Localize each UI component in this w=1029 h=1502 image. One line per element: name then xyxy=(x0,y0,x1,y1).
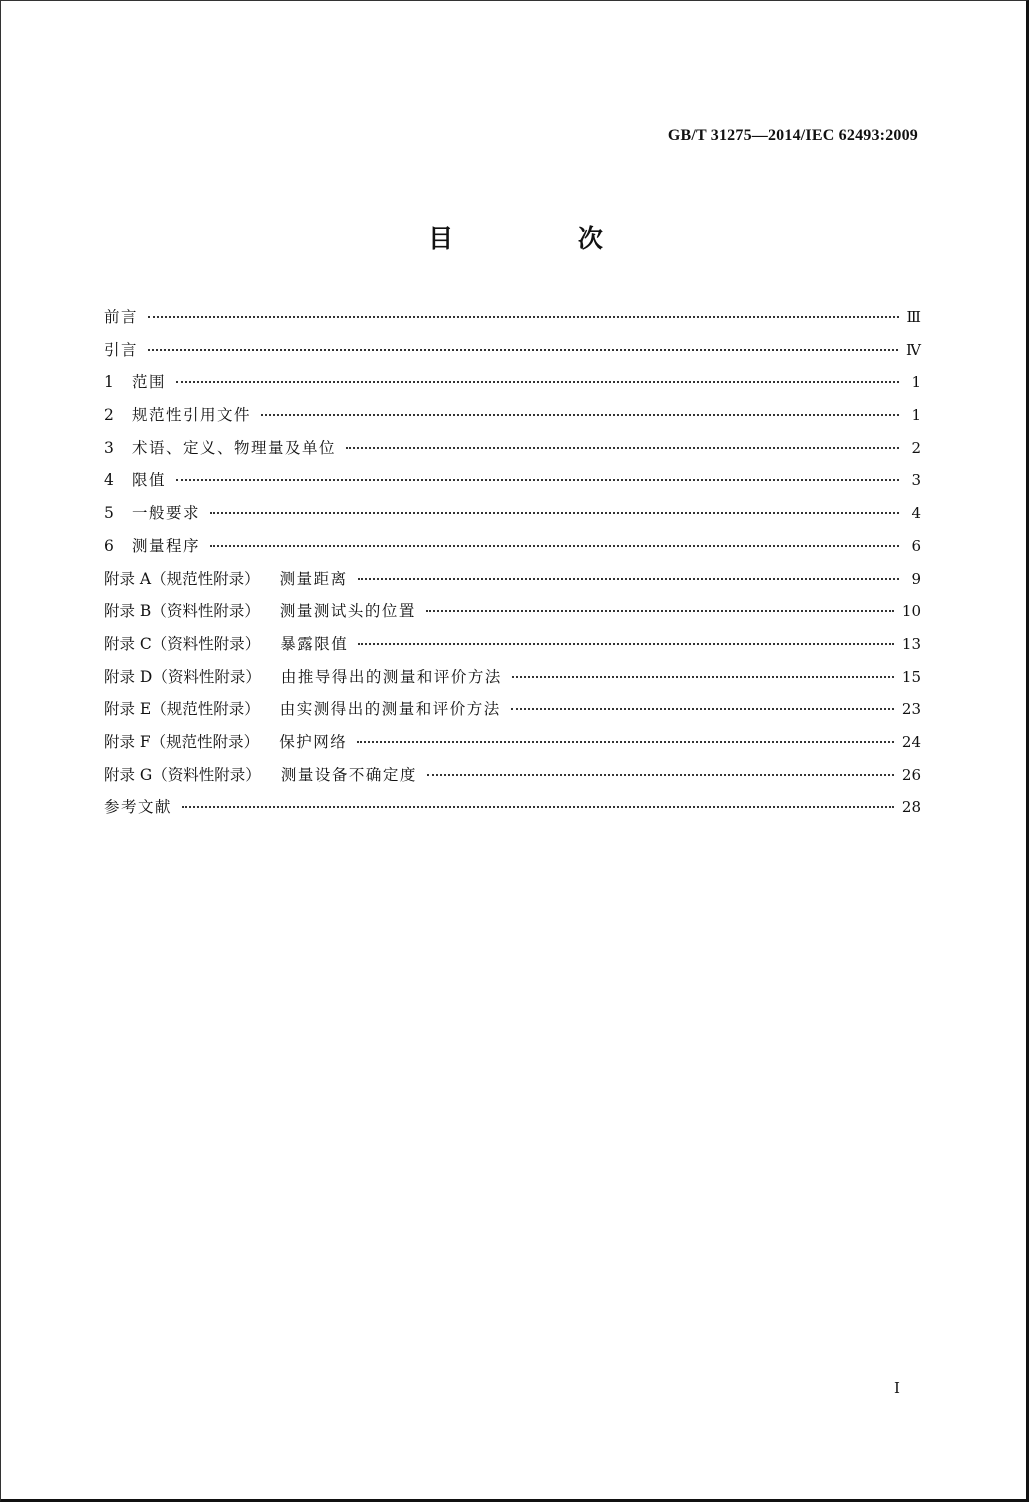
toc-entry-page: 9 xyxy=(911,569,921,588)
page-title: 目 次 xyxy=(428,224,661,253)
toc-entry-label: 引言 xyxy=(104,340,139,359)
table-of-contents xyxy=(104,305,921,828)
toc-entry-annex-c[interactable] xyxy=(104,632,921,665)
toc-entry-label: 由实测得出的测量和评价方法 xyxy=(279,700,501,719)
toc-entry-label: 一般要求 xyxy=(132,504,201,523)
toc-leader-dots xyxy=(512,676,894,678)
toc-annex-designation: 附录 E（规范性附录） xyxy=(104,700,260,719)
toc-entry-section-3[interactable] xyxy=(104,436,921,469)
toc-leader-dots xyxy=(210,512,899,514)
toc-entry-label: 术语、定义、物理量及单位 xyxy=(132,438,337,457)
toc-entry-page: 6 xyxy=(911,536,921,555)
toc-entry-label: 测量距离 xyxy=(279,569,348,588)
page-number: I xyxy=(894,1379,900,1397)
toc-entry-annex-d[interactable] xyxy=(104,665,921,698)
toc-entry-page: 23 xyxy=(901,700,921,719)
toc-entry-page: 2 xyxy=(911,438,921,457)
toc-entry-page: 1 xyxy=(911,406,921,425)
toc-leader-dots xyxy=(357,741,894,743)
toc-entry-annex-e[interactable] xyxy=(104,697,921,730)
toc-entry-section-4[interactable] xyxy=(104,468,921,501)
toc-entry-label: 测量设备不确定度 xyxy=(280,765,417,784)
toc-entry-annex-a[interactable] xyxy=(104,567,921,600)
toc-entry-number: 2 xyxy=(104,406,114,425)
toc-entry-annex-b[interactable] xyxy=(104,599,921,632)
toc-annex-designation: 附录 G（资料性附录） xyxy=(104,765,261,784)
toc-leader-dots xyxy=(176,381,899,383)
toc-entry-label: 暴露限值 xyxy=(280,634,349,653)
toc-entry-page: 15 xyxy=(901,667,921,686)
toc-leader-dots xyxy=(176,479,899,481)
toc-entry-number: 3 xyxy=(104,438,114,457)
toc-entry-label: 测量测试头的位置 xyxy=(279,602,416,621)
toc-leader-dots xyxy=(427,774,894,776)
toc-annex-designation: 附录 A（规范性附录） xyxy=(104,569,260,588)
toc-entry-annex-f[interactable] xyxy=(104,730,921,763)
toc-entry-page: 24 xyxy=(901,732,921,751)
toc-leader-dots xyxy=(210,545,899,547)
toc-entry-section-5[interactable] xyxy=(104,501,921,534)
toc-leader-dots xyxy=(511,708,894,710)
standard-code: GB/T 31275—2014/IEC 62493:2009 xyxy=(667,127,918,144)
toc-entry-label: 测量程序 xyxy=(132,536,201,555)
toc-entry-page: 3 xyxy=(911,471,921,490)
toc-annex-designation: 附录 C（资料性附录） xyxy=(104,634,261,653)
toc-entry-foreword[interactable] xyxy=(104,305,921,338)
toc-annex-designation: 附录 F（规范性附录） xyxy=(104,732,260,751)
toc-entry-label: 由推导得出的测量和评价方法 xyxy=(280,667,502,686)
toc-entry-page: 4 xyxy=(911,504,921,523)
toc-entry-section-2[interactable] xyxy=(104,403,921,436)
toc-entry-page: 10 xyxy=(901,602,921,621)
toc-entry-section-1[interactable] xyxy=(104,370,921,403)
toc-leader-dots xyxy=(358,578,899,580)
toc-entry-page: 1 xyxy=(911,373,921,392)
toc-entry-label: 规范性引用文件 xyxy=(132,406,252,425)
toc-entry-page: 26 xyxy=(901,765,921,784)
toc-entry-number: 1 xyxy=(104,373,114,392)
toc-entry-section-6[interactable] xyxy=(104,534,921,567)
toc-entry-annex-g[interactable] xyxy=(104,763,921,796)
toc-leader-dots xyxy=(358,643,894,645)
toc-leader-dots xyxy=(346,447,899,449)
toc-entry-number: 5 xyxy=(104,504,114,523)
toc-entry-number: 4 xyxy=(104,471,114,490)
toc-entry-page: 28 xyxy=(901,798,921,817)
toc-entry-number: 6 xyxy=(104,536,114,555)
toc-entry-page: Ⅳ xyxy=(906,340,921,359)
toc-entry-page: Ⅲ xyxy=(906,308,921,326)
toc-leader-dots xyxy=(182,806,894,808)
toc-entry-label: 参考文献 xyxy=(104,798,173,817)
toc-entry-label: 限值 xyxy=(132,471,167,490)
toc-leader-dots xyxy=(148,316,899,318)
toc-entry-bibliography[interactable] xyxy=(104,795,921,828)
toc-annex-designation: 附录 D（资料性附录） xyxy=(104,667,261,686)
toc-entry-page: 13 xyxy=(901,634,921,653)
toc-entry-introduction[interactable] xyxy=(104,338,921,371)
toc-leader-dots xyxy=(426,610,894,612)
toc-leader-dots xyxy=(148,349,898,351)
toc-entry-label: 保护网络 xyxy=(279,732,348,751)
toc-entry-label: 前言 xyxy=(104,308,139,326)
toc-leader-dots xyxy=(261,414,899,416)
toc-annex-designation: 附录 B（资料性附录） xyxy=(104,602,260,621)
toc-entry-label: 范围 xyxy=(132,373,167,392)
